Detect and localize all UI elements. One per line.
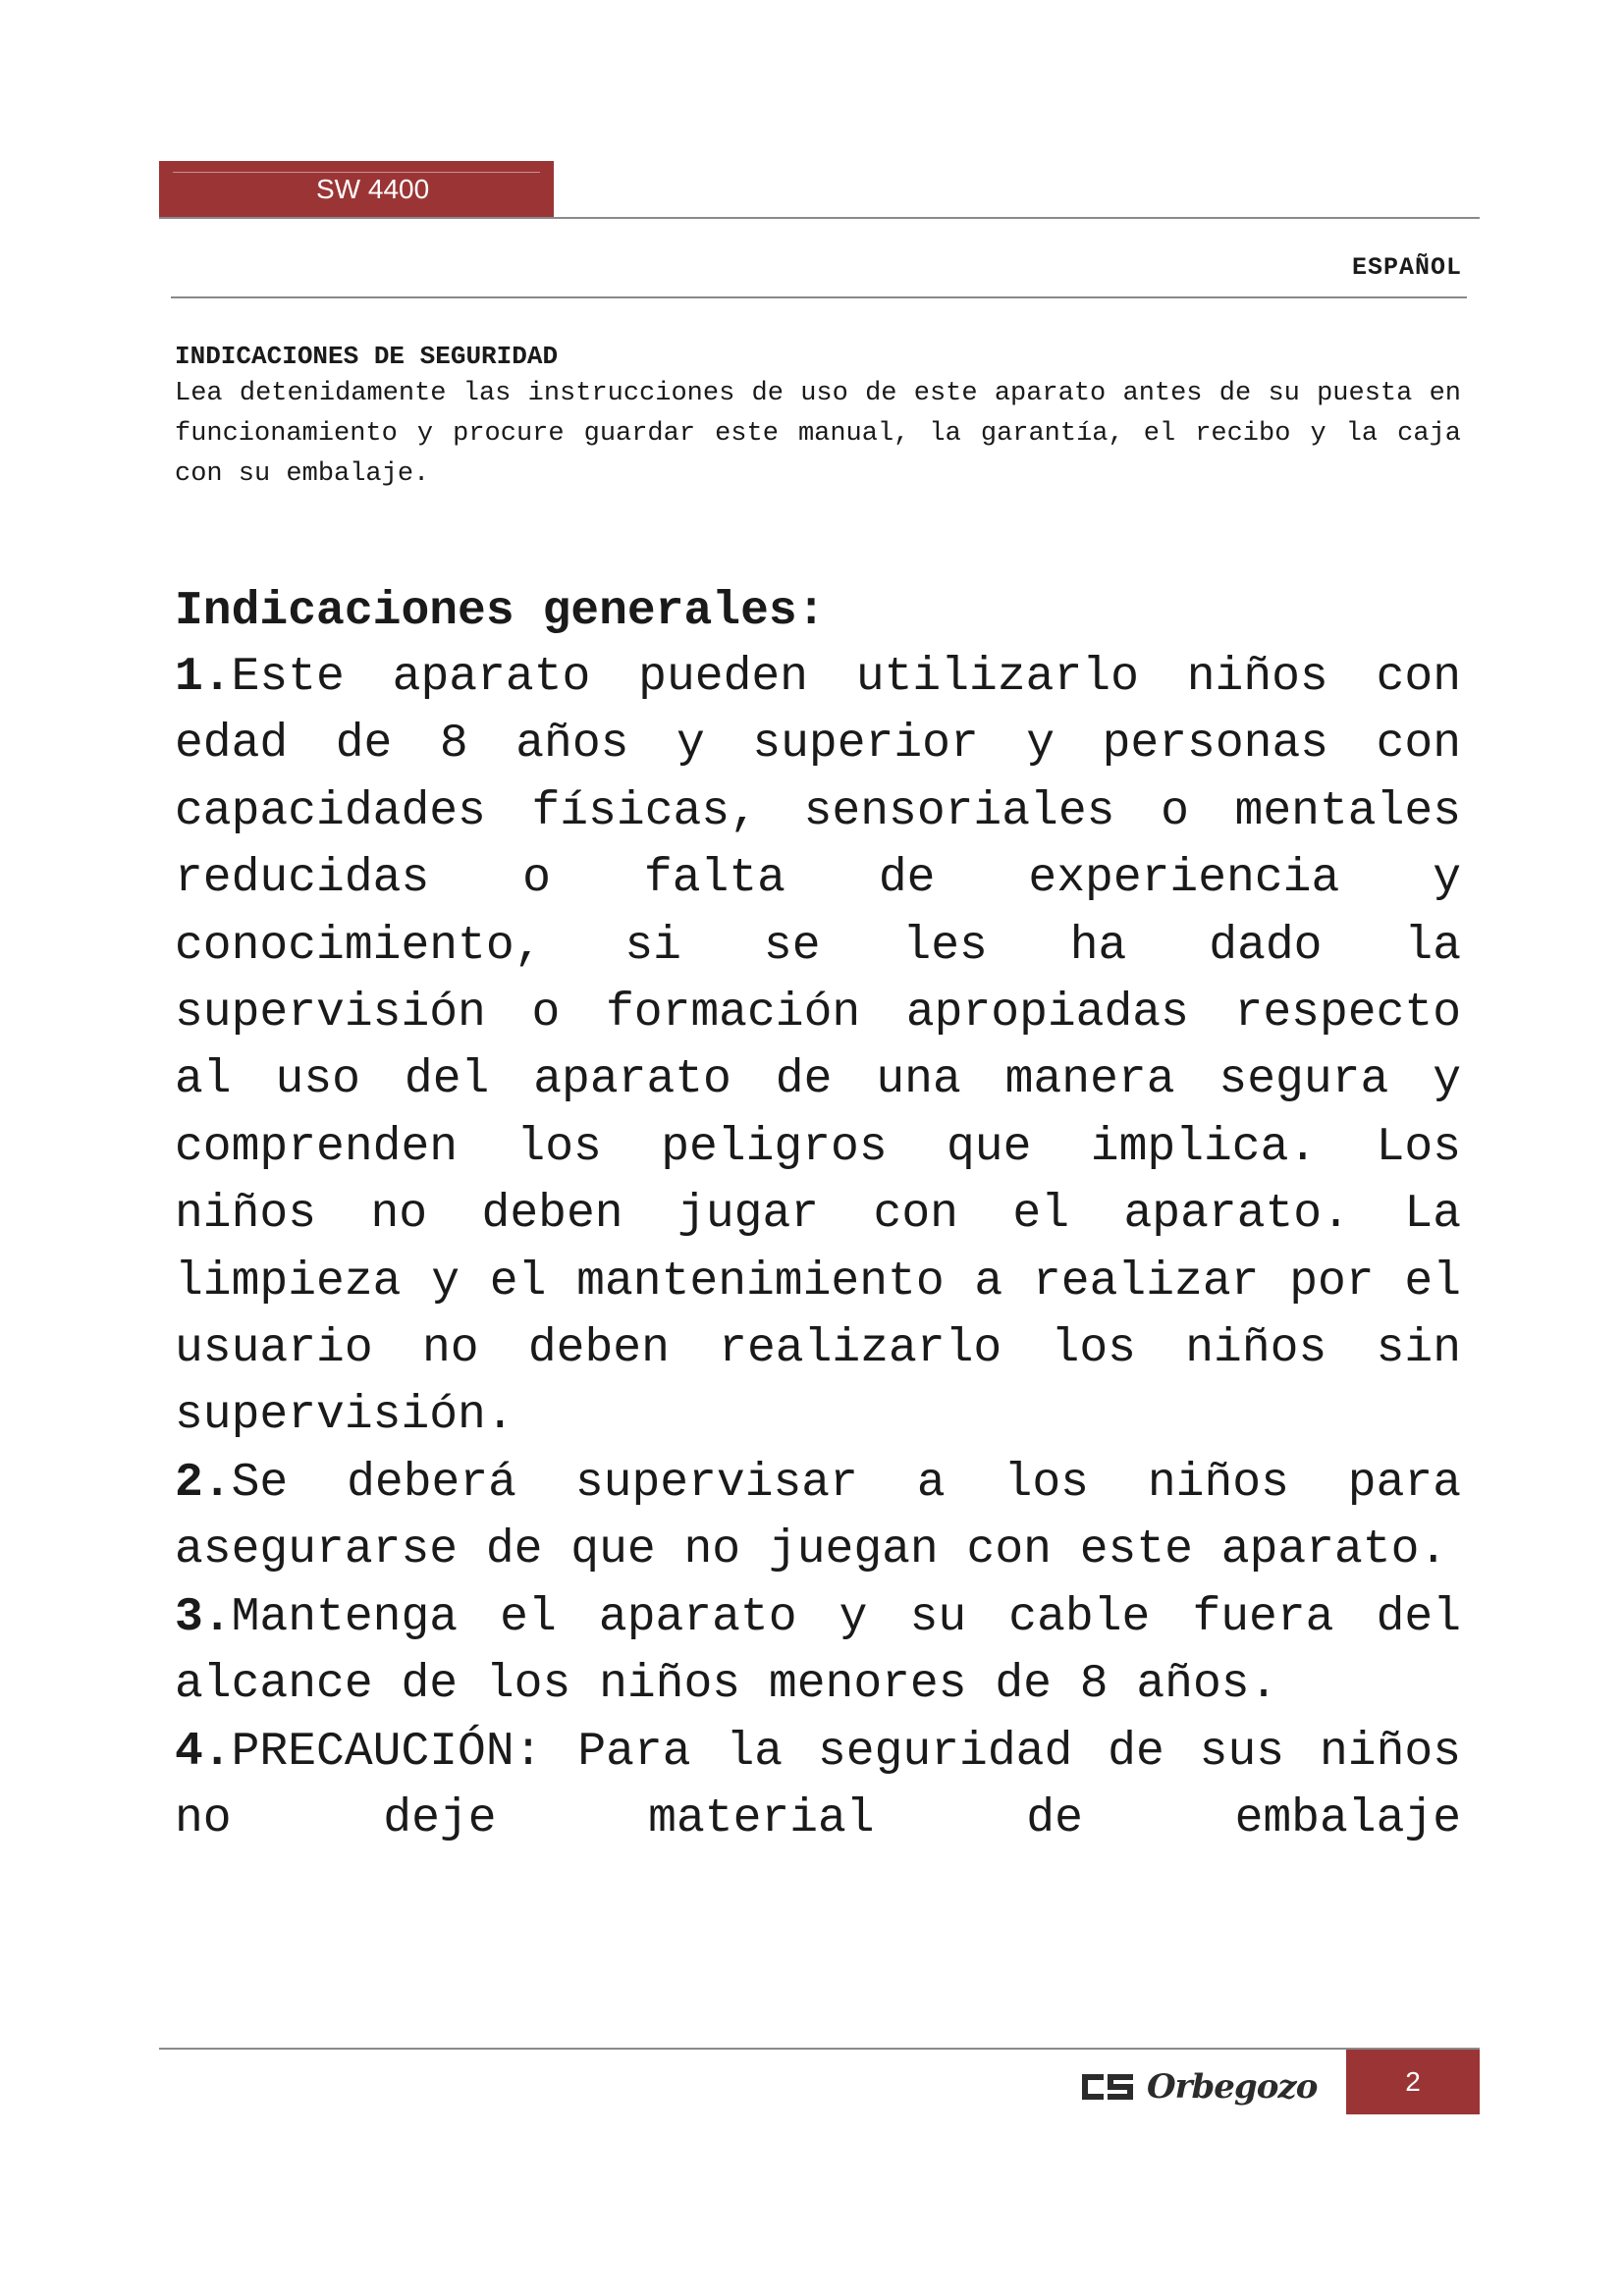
list-item: [175, 644, 1461, 1450]
model-tab: [159, 161, 554, 218]
footer-divider: [159, 2048, 1480, 2050]
item-text: Este aparato pueden utilizarlo niños con edad de 8 años y superior y personas con capacidades físicas, sensoriales o mentales reducidas o falta de experiencia y conocimiento, si se les ha dado la supervisión o formación apropiadas respecto al uso del aparato de una manera segura y comprenden los peligros que implica. Los niños no deben jugar con el aparato. La limpieza y el mantenimiento a realizar por el usuario no deben realizarlo los niños sin supervisión.: [175, 651, 1461, 1443]
list-item: [175, 1450, 1461, 1584]
page-number-box: [1346, 2050, 1480, 2114]
item-text: Se deberá supervisar a los niños para asegurarse de que no juegan con este aparato.: [175, 1456, 1461, 1577]
brand-logo: [1078, 2059, 1333, 2114]
orbegozo-logo-icon: [1078, 2070, 1137, 2104]
safety-intro: Lea detenidamente las instrucciones de uso de este aparato antes de su puesta en funcionamiento y procure guardar este manual, la garantía, el recibo y la caja con su embalaje.: [175, 379, 1461, 489]
safety-title: INDICACIONES DE SEGURIDAD: [175, 342, 559, 371]
item-number: 3.: [175, 1590, 232, 1644]
general-title: Indicaciones generales:: [175, 585, 826, 638]
model-label: SW 4400: [316, 174, 430, 204]
page-number: 2: [1405, 2066, 1421, 2097]
item-text: Mantenga el aparato y su cable fuera del alcance de los niños menores de 8 años.: [175, 1590, 1461, 1712]
page-content: [175, 339, 1461, 1852]
item-number: 2.: [175, 1456, 232, 1510]
item-text: PRECAUCIÓN: Para la seguridad de sus niños no deje material de embalaje: [175, 1725, 1461, 1845]
list-item: [175, 1584, 1461, 1719]
language-label: ESPAÑOL: [1351, 253, 1462, 282]
item-number: 4.: [175, 1725, 232, 1779]
item-number: 1.: [175, 651, 232, 704]
brand-name: Orbegozo: [1147, 2067, 1318, 2107]
header-divider: [159, 217, 1480, 219]
language-divider: [171, 296, 1467, 298]
list-item: [175, 1719, 1461, 1853]
